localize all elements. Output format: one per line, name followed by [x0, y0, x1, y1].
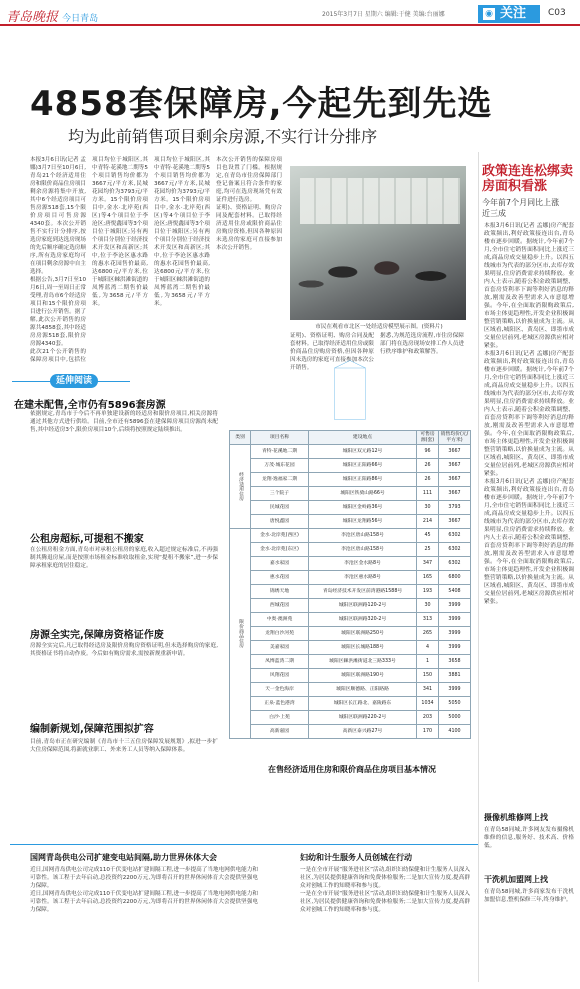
table-cell: 美嘉家园 [251, 641, 309, 655]
table-cell: 3999 [439, 599, 471, 613]
right-feature-body: 本报3月6日讯(记者 孟娜)房产配套政策频出,利好政策接连出台,青岛楼市逐步回暖。据统计,今年前7个月,全市住宅销售面积同比上涨近三成,商品房成交量稳步上升。以四五线城市为代表的部分区市,去库存效果明显,住房消费需求持续释放。业内人士表示,随着公积金政策调整、首套房贷利率下调等利好消息的释放,刚需及改善型需求入市意愿增强。今年,在全面取消限购政策后,市场主体更趋理性,开发企业积极调整营销策略,以价换量成为主流。从区域看,城阳区、黄岛区、即墨市成交量位居前列,老城区房源供应相对紧张。 本报3月6日讯(记者 孟娜)房产配套政策频出,利好政策接连出台,青岛楼市逐步回暖。据统计,今年前7个月,全市住宅销售面积同比上涨近三成,商品房成交量稳步上升。以四五线城市为代表的部分区市,去库存效果明显,住房消费需求持续释放。业内人士表示,随着公积金政策调整、首套房贷利率下调等利好消息的释放,刚需及改善型需求入市意愿增强。今年,在全面取消限购政策后,市场主体更趋理性,开发企业积极调整营销策略,以价换量成为主流。从区域看,城阳区、黄岛区、即墨市成交量位居前列,老城区房源供应相对紧张。 本报3月6日讯(记者 孟娜)房产配套政策频出,利好政策接连出台,青岛楼市逐步回暖。据统计,今年前7个月,全市住宅销售面积同比上涨近三成,商品房成交量稳步上升。以四五线城市为代表的部分区市,去库存效果明显,住房消费需求持续释放。业内人士表示,随着公积金政策调整、首套房贷利率下调等利好消息的释放,刚需及改善型需求入市意愿增强。今年,在全面取消限购政策后,市场主体更趋理性,开发企业积极调整营销策略,以价换量成为主流。从区域看,城阳区、黄岛区、即墨市成交量位居前列,老城区房源供应相对紧张。 [484, 223, 574, 605]
table-cell: 西城花园 [251, 599, 309, 613]
extension-reading [12, 374, 130, 388]
table-cell: 6800 [439, 571, 471, 585]
table-cell: 青岛经济技术开发区前湾港路1588号 [309, 585, 417, 599]
table-cell: 城阳区长城路188号 [309, 641, 417, 655]
sub-body-2: 在公租房租金方面,青岛市对承租公租房的家庭,收入超过规定标准后,不再强制其腾退房屋,而是按照市场租金标准收取租金,实现“提租不搬家”,进一步保障承租家庭的居住稳定。 [30, 547, 218, 569]
table-cell: 城阳区双元路12号 [309, 445, 417, 459]
table-cell: 3667 [439, 459, 471, 473]
table-cell: 惠水花园 [251, 571, 309, 585]
sub-heading-3: 房源全实完,保障房资格证作废 [30, 630, 164, 641]
table-cell: 3999 [439, 613, 471, 627]
right-feature-subtitle: 今年前7个月同比上涨近三成 [482, 198, 560, 218]
table-row [230, 697, 471, 711]
eye-icon: ◉ [483, 8, 495, 20]
table-cell: 3667 [439, 487, 471, 501]
table-row [230, 641, 471, 655]
table-cell: 高新区泰兴路27号 [309, 725, 417, 739]
table-cell: 嘉水家园 [251, 557, 309, 571]
bottom-left-body: 近日,国网青岛供电公司完成110千伏变电站扩建间隔工程,进一步提高了当地电网供电能力和可靠性。该工程于去年启动,总投资约2200万元,为即将召开的世界休闲体育大会提供坚强电力保障。 近日,国网青岛供电公司完成110千伏变电站扩建间隔工程,进一步提高了当地电网供电能力和可靠性。该工程于去年启动,总投资约2200万元,为即将召开的世界休闲体育大会提供坚强电力保障。 [30, 867, 258, 913]
table-cell: 4100 [439, 725, 471, 739]
sub-body-1: 依据规定,青岛市于今后不再单独建设新的经适房和限价房项目,相关房源将通过其他方式进行供给。目前,全市还有5896套在建保障房项目房源尚未配售,其中经适房3个,限价房项目10个,后续将按照规定陆续推出。 [30, 411, 218, 433]
table-cell: 347 [417, 557, 439, 571]
table-cell: 白沙·上苑 [251, 711, 309, 725]
table-cell: 30 [417, 599, 439, 613]
table-cell: 龙翔·逸福家二期 [251, 473, 309, 487]
brief-title-1: 摄像机维修网上找 [484, 813, 548, 822]
sub-heading-1: 在建未配售,全市仍有5896套房源 [14, 400, 166, 411]
bottom-mid-title: 妇幼和计生服务人员创城在行动 [300, 853, 412, 862]
table-cell: 城阳区长江路北、嘉陵路东 [309, 697, 417, 711]
brief-body-1: 在青岛58同城,许多网友发布摄像机维修的信息,服务好、技术高、价格低。 [484, 827, 574, 849]
housing-table [229, 430, 471, 739]
table-row [230, 711, 471, 725]
sub-heading-2: 公租房超标,可提租不搬家 [30, 534, 144, 545]
category-cell: 限价商品住房 [230, 529, 251, 739]
header-cell: 类别 [230, 431, 251, 445]
page-number: C03 [548, 8, 566, 18]
table-cell: 6302 [439, 557, 471, 571]
table-cell: 341 [417, 683, 439, 697]
table-cell: 锦绣天地 [251, 585, 309, 599]
table-row [230, 487, 471, 501]
table-cell: 城阳区铁骑山路66号 [309, 487, 417, 501]
table-cell: 1034 [417, 697, 439, 711]
table-cell: 313 [417, 613, 439, 627]
table-cell: 唐悦鑫园 [251, 515, 309, 529]
table-cell: 青特·花溪地二期 [251, 445, 309, 459]
lead-col-5: 证明)、资格证明、购房合同及配套材料。已取得经济适用住房或限价商品住房购房资格,但因各种原因未选房的家庭可直接参加本次公开销售。 [290, 333, 374, 371]
table-cell: 165 [417, 571, 439, 585]
table-cell: 天一金色海岸 [251, 683, 309, 697]
brief-body-2: 在青岛58同城,许多商家发布干洗机加盟信息,整机保修三年,终身维护。 [484, 889, 574, 903]
table-cell: 3999 [439, 683, 471, 697]
table-cell: 万茂·城东花园 [251, 459, 309, 473]
subheadline: 均为此前销售项目剩余房源,不实行计分排序 [68, 127, 378, 146]
table-cell: 城阳区联洲路220-2号 [309, 711, 417, 725]
table-cell: 6302 [439, 543, 471, 557]
table-body [230, 445, 471, 739]
table-row [230, 571, 471, 585]
table-cell: 城阳区联洲路250号 [309, 627, 417, 641]
table-cell: 170 [417, 725, 439, 739]
table-cell: 30 [417, 501, 439, 515]
bottom-left-title: 国网青岛供电公司扩建变电站间隔,助力世界休体大会 [30, 853, 218, 862]
lead-col-2: 项目均位于城阳区,其中青特·花溪地二期等5个项目销售均价都为3667元/平方米,民城花园均价为3793元/平方米。15个限价房项目中,金水·北岸苑(西区)等4个项目位于李沧区;唐悦鑫园等3个项目位于城阳区;另有两个项目分别位于经济技术开发区和高新区;其中,位于李沧区惠水路的惠水花园售价最高,达6800元/平方米,位于城阳区棘洪滩街道的凤博蓝湾二期售价最低,为3658元/平方米。 [92, 157, 148, 306]
table-cell: 中奥·澳洲苑 [251, 613, 309, 627]
table-cell: 3999 [439, 641, 471, 655]
table-cell: 城阳区龙翔路56号 [309, 515, 417, 529]
table-cell: 民城花园 [251, 501, 309, 515]
table-row [230, 515, 471, 529]
headline: 4858套保障房,今起先到先选 [30, 84, 493, 124]
table-cell: 正泉·蓝色港湾 [251, 697, 309, 711]
table-cell: 3667 [439, 445, 471, 459]
table-cell: 111 [417, 487, 439, 501]
table-cell: 三个院子 [251, 487, 309, 501]
table-cell: 凤博蓝湾二期 [251, 655, 309, 669]
table-cell: 李沧区唐山路158号 [309, 529, 417, 543]
table-cell: 26 [417, 459, 439, 473]
table-cell: 金水·北岸苑(西区) [251, 529, 309, 543]
table-cell: 1 [417, 655, 439, 669]
category-cell: 经济适用住房 [230, 445, 251, 529]
table-cell: 6302 [439, 529, 471, 543]
bottom-mid-body: 一是在全市开展“服务进社区”活动,组织妇幼保健和计生服务人员深入社区,为居民提供健康咨询和免费体检服务;二是加大宣传力度,提高群众对创城工作的知晓率和参与度。 一是在全市开展“服务进社区”活动,组织妇幼保健和计生服务人员深入社区,为居民提供健康咨询和免费体检服务;二是加大宣传力度,提高群众对创城工作的知晓率和参与度。 [300, 867, 470, 913]
table-cell: 45 [417, 529, 439, 543]
table-row [230, 445, 471, 459]
right-feature-title: 政策连连松绑卖房面积看涨 [482, 164, 574, 194]
table-row [230, 683, 471, 697]
table-row [230, 543, 471, 557]
column-divider [478, 152, 479, 982]
newspaper-brand: 青岛晚报 今日青岛 [6, 10, 99, 25]
table-cell: 金水·北岸苑(东区) [251, 543, 309, 557]
table-title: 在售经济适用住房和限价商品住房项目基本情况 [268, 765, 436, 774]
brief-title-2: 干洗机加盟网上找 [484, 875, 548, 884]
table-cell: 5050 [439, 697, 471, 711]
table-cell: 高新嘉园 [251, 725, 309, 739]
dateline: 2015年3月7日 星期六 编辑:于健 美编:台丽娜 [322, 11, 445, 18]
table-cell: 城阳区正阳路86号 [309, 473, 417, 487]
table-cell: 214 [417, 515, 439, 529]
table-row [230, 585, 471, 599]
crowd [290, 240, 466, 320]
section-tag: ◉ 关注 [478, 5, 540, 23]
table-row [230, 473, 471, 487]
sub-heading-4: 编制新规划,保障范围拟扩容 [30, 724, 154, 735]
table-cell: 4 [417, 641, 439, 655]
table-cell: 5408 [439, 585, 471, 599]
header-cell: 项目名称 [251, 431, 309, 445]
table-cell: 龙翔白沙河苑 [251, 627, 309, 641]
table-cell: 城阳区顺德路、正阳路路 [309, 683, 417, 697]
table-cell: 城阳区联洲路320-2号 [309, 613, 417, 627]
table-row [230, 529, 471, 543]
masthead [0, 0, 580, 26]
table-cell: 城阳区联洲路190号 [309, 669, 417, 683]
table-row [230, 557, 471, 571]
table-row [230, 669, 471, 683]
table-row [230, 599, 471, 613]
table-cell: 风翔花园 [251, 669, 309, 683]
table-cell: 5000 [439, 711, 471, 725]
table-row [230, 459, 471, 473]
table-cell: 城阳区正阳路66号 [309, 459, 417, 473]
lead-col-3: 项目均位于城阳区,其中青特·花溪地二期等5个项目销售均价都为3667元/平方米,民城花园均价为3793元/平方米。15个限价房项目中,金水·北岸苑(西区)等4个项目位于李沧区;唐悦鑫园等3个项目位于城阳区;另有两个项目分别位于经济技术开发区和高新区;其中,位于李沧区惠水路的惠水花园售价最高,达6800元/平方米,位于城阳区棘洪滩街道的凤博蓝湾二期售价最低,为3658元/平方米。 [154, 157, 210, 307]
table-row [230, 501, 471, 515]
table-row [230, 627, 471, 641]
table-cell: 李沧区金水路8号 [309, 557, 417, 571]
table-cell: 26 [417, 473, 439, 487]
lead-col-1: 本报3月6日讯(记者 孟娜)3月7日至10月6日,青岛21个经济适用住房和限价商品住房项目剩余房源将集中开放,其中6个经适房项目可售房源518套,15个限价房项目可售房源4340套。本次公开销售不实行计分排序,按选房家庭到达选房现场的先后顺序确定选房顺序,所有选房家庭均可在项目剩余房源中自主选择。 根据公告,3月7日至10月6日,周一至周日正常受理,青岛市6个经适房项目和15个限价房项目进行公开销售。据了解,此次公开销售的房源共4858套,其中经适房房源518套,限价房房源4340套。 此次21个公开销售的保障房项目中,包括位 [30, 157, 86, 362]
news-photo [290, 166, 466, 320]
sub-body-3: 房源全实完后,凡已取得经适房及限价房购房资格证明,但未选择购房的家庭,其资格证书将自动作废。今后如有购房需求,需按新规重新申请。 [30, 643, 218, 657]
house-outline [224, 360, 476, 420]
table-cell: 203 [417, 711, 439, 725]
table-cell: 3667 [439, 515, 471, 529]
lead-col-4: 本次公开销售的保障房项目也设置了门槛。根据规定,在青岛市住房保障部门登记备案且符合条件的家庭,均可在选房现场凭有效证件进行选房。 证明)、资格证明、购房合同及配套材料。已取得经济适用住房或限价商品住房购房资格,但因各种原因未选房的家庭可直接参加本次公开销售。 [216, 157, 282, 251]
header-cell: 建设地点 [309, 431, 417, 445]
sub-body-4: 目前,青岛市正在研究编制《青岛市十三五住房保障发展规划》,拟进一步扩大住房保障范围,将新就业职工、外来务工人员等纳入保障体系。 [30, 739, 218, 753]
table-cell: 3999 [439, 627, 471, 641]
photo-caption: 市民在观看市北区一处经适房模型展示图。(资料片) [315, 324, 443, 330]
table-cell: 李沧区惠水路8号 [309, 571, 417, 585]
extension-tag: 延伸阅读 [50, 374, 98, 388]
table-cell: 3667 [439, 473, 471, 487]
table-cell: 城阳区金岭路36号 [309, 501, 417, 515]
table-row [230, 655, 471, 669]
lead-col-6: 据悉,为规范选房流程,市住房保障部门将在选房现场安排工作人员进行秩序维护和政策解答。 [380, 333, 464, 355]
table-cell: 25 [417, 543, 439, 557]
table-row [230, 613, 471, 627]
header-cell: 可售房源(套) [417, 431, 439, 445]
table-cell: 3793 [439, 501, 471, 515]
model-board [300, 178, 460, 224]
bottom-divider [10, 844, 478, 845]
table-cell: 150 [417, 669, 439, 683]
table-cell: 城阳区棘洪滩街道北三路333号 [309, 655, 417, 669]
table-row [230, 725, 471, 739]
table-cell: 265 [417, 627, 439, 641]
table-cell: 3881 [439, 669, 471, 683]
header-cell: 销售均价(元/平方米) [439, 431, 471, 445]
table-cell: 李沧区唐山路158号 [309, 543, 417, 557]
table-cell: 城阳区联洲路120-2号 [309, 599, 417, 613]
table-cell: 3658 [439, 655, 471, 669]
table-cell: 193 [417, 585, 439, 599]
table-cell: 96 [417, 445, 439, 459]
